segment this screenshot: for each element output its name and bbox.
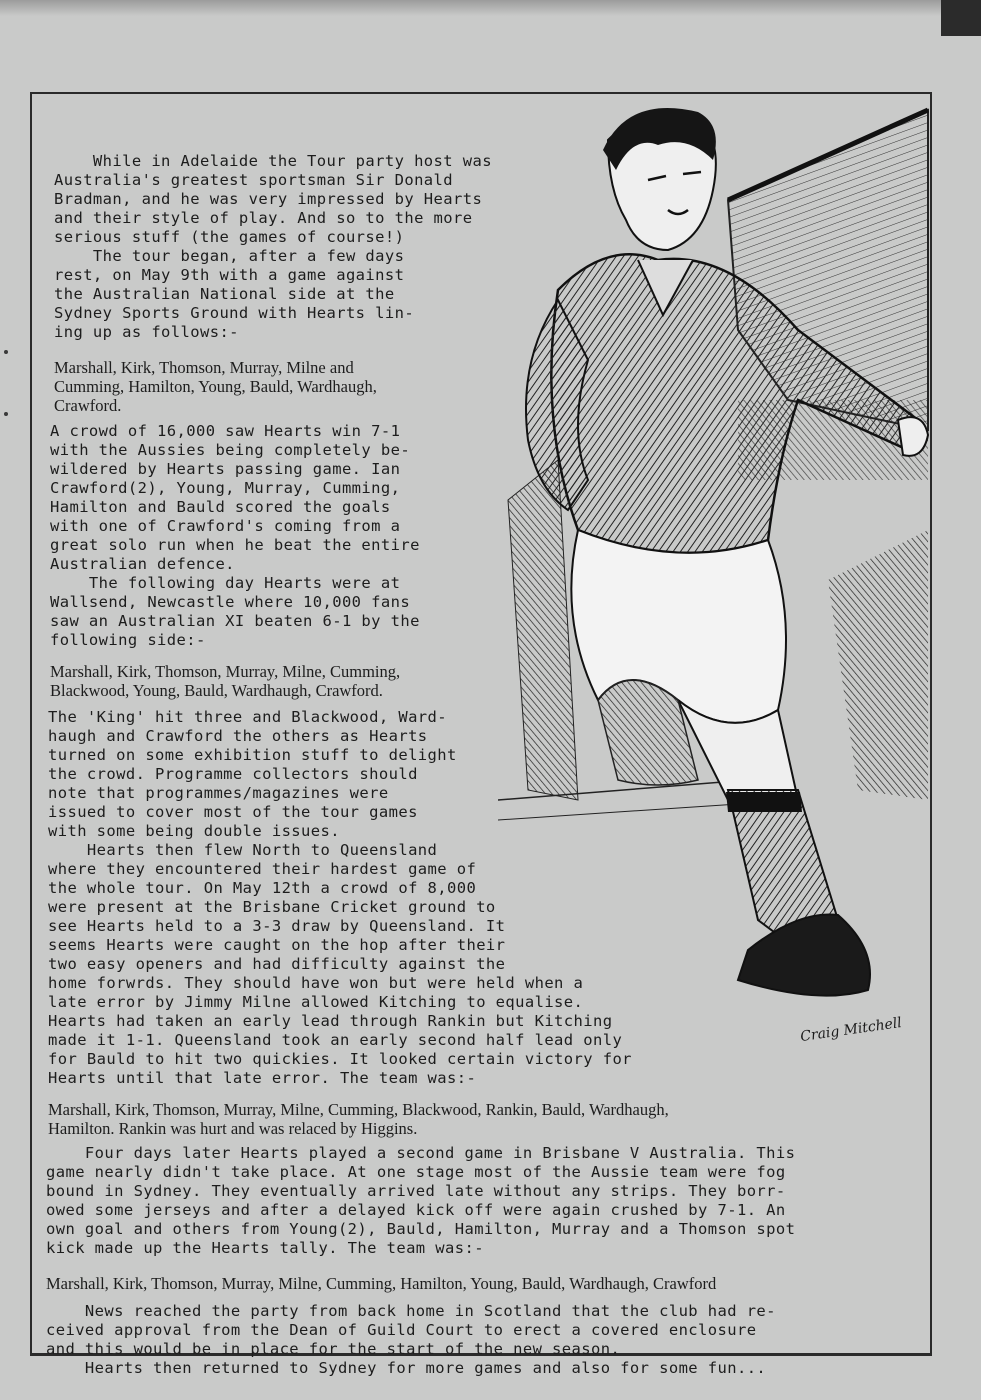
- page-top-edge: [0, 0, 981, 16]
- paragraph-second-brisbane: Four days later Hearts played a second game in Brisbane V Australia. This game nearly didn't take place. At one stage most of the Aussie team were fog bound in Sydney. They eventually arrived late without any strips. They borr- owed some jerseys and after a delayed kick off were again crushed by 7-1. An own goal and others from Young(2), Bauld, Hamilton, Murray and a Thomson spot kick made up the Hearts tally. The team was:-: [46, 1144, 796, 1257]
- illustrator-signature: Craig Mitchell: [799, 1014, 903, 1046]
- paragraph-first-match: A crowd of 16,000 saw Hearts win 7-1 with the Aussies being completely be- wildered by Hearts passing game. Ian Crawford(2), Young, Murray, Cumming, Hamilton and Bauld scored the goals with one of Crawford's coming from a great solo run when he beat the entire Australian defence. The following day Hearts were at Wallsend, Newcastle where 10,000 fans saw an Australian XI beaten 6-1 by the following side:-: [50, 422, 420, 649]
- paragraph-queensland: The 'King' hit three and Blackwood, Ward- haugh and Crawford the others as Hearts turned on some exhibition stuff to delight the crowd. Programme collectors should note that programmes/magazines were issued to cover most of the tour games with some being double issues. Hearts then flew North to Queensland where they encountered their hardest game of the whole tour. On May 12th a crowd of 8,000 were present at the Brisbane Cricket ground to see Hearts held to a 3-3 draw by Queensland. It seems Hearts were caught on the hop after their two easy openers and had difficulty against the home forwrds. They should have won but were held when a late error by Jimmy Milne allowed Kitching to equalise. Hearts had taken an early lead through Rankin but Kitching made it 1-1. Queensland took an early second half lead only for Bauld to hit two quickies. It looked certain victory for Hearts until that late error. The team was:-: [48, 708, 632, 1087]
- paragraph-intro: While in Adelaide the Tour party host was Australia's greatest sportsman Sir Donald Bradman, and he was very impressed by Hearts and their style of play. And so to the more serious stuff (the games of course!) The tour began, after a few days rest, on May 9th with a game against the Australian National side at the Sydney Sports Ground with Hearts lin- ing up as follows:-: [54, 152, 492, 341]
- binding-dot: [4, 412, 8, 416]
- team-list-1: Marshall, Kirk, Thomson, Murray, Milne and Cumming, Hamilton, Young, Bauld, Wardhaugh, Crawford.: [54, 358, 377, 415]
- team-list-4: Marshall, Kirk, Thomson, Murray, Milne, Cumming, Hamilton, Young, Bauld, Wardhaugh, Crawford: [46, 1274, 717, 1293]
- paragraph-news: News reached the party from back home in Scotland that the club had re- ceived approval from the Dean of Guild Court to erect a covered enclosure and this would be in place for the start of the new season. Hearts then returned to Sydney for more games and also for some fun...: [46, 1302, 776, 1377]
- team-list-3: Marshall, Kirk, Thomson, Murray, Milne, Cumming, Blackwood, Rankin, Bauld, Wardhaugh, Hamilton. Rankin was hurt and was relaced by Higgins.: [48, 1100, 669, 1138]
- binding-dot: [4, 350, 8, 354]
- page-corner-shadow: [941, 0, 981, 36]
- team-list-2: Marshall, Kirk, Thomson, Murray, Milne, Cumming, Blackwood, Young, Bauld, Wardhaugh, Crawford.: [50, 662, 401, 700]
